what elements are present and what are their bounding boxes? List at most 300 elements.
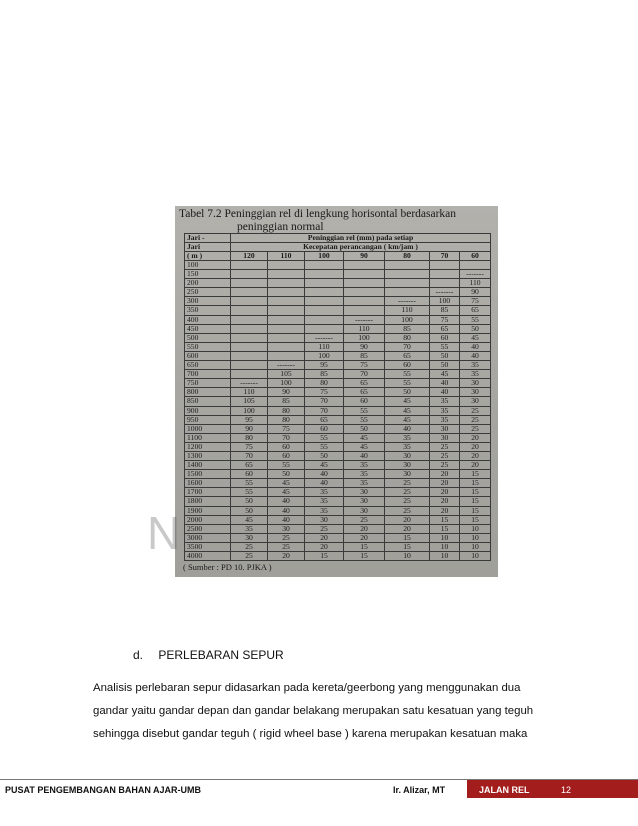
value-cell: [268, 279, 305, 288]
table-row: [185, 552, 491, 561]
value-cell: [268, 315, 305, 324]
watermark: N: [147, 507, 181, 559]
table-row: [185, 297, 491, 306]
header-speed-cell: 100: [305, 252, 344, 261]
table-row: [185, 306, 491, 315]
value-cell: 35: [430, 406, 460, 415]
value-cell: 65: [344, 388, 385, 397]
radius-cell: 1000: [185, 424, 231, 433]
value-cell: [268, 270, 305, 279]
value-cell: 60: [231, 470, 268, 479]
value-cell: [231, 351, 268, 360]
value-cell: 80: [268, 406, 305, 415]
radius-cell: 1900: [185, 506, 231, 515]
header-group-1: Peninggian rel (mm) pada setiap: [231, 234, 491, 243]
value-cell: 35: [385, 433, 430, 442]
value-cell: [268, 351, 305, 360]
value-cell: 30: [344, 497, 385, 506]
value-cell: [385, 261, 430, 270]
value-cell: 55: [305, 442, 344, 451]
value-cell: 45: [344, 442, 385, 451]
value-cell: 10: [430, 542, 460, 551]
table-row: [185, 488, 491, 497]
value-cell: 25: [460, 415, 491, 424]
value-cell: 55: [231, 479, 268, 488]
value-cell: 10: [430, 533, 460, 542]
value-cell: 40: [344, 451, 385, 460]
value-cell: 50: [231, 506, 268, 515]
table-row: [185, 461, 491, 470]
value-cell: 55: [344, 406, 385, 415]
value-cell: [268, 288, 305, 297]
value-cell: [231, 370, 268, 379]
value-cell: 45: [385, 406, 430, 415]
radius-cell: 250: [185, 288, 231, 297]
table-row: [185, 542, 491, 551]
value-cell: 55: [344, 415, 385, 424]
paragraph-line: gandar yaitu gandar depan dan gandar belakang merupakan satu kesatuan yang teguh: [93, 705, 534, 717]
value-cell: 35: [344, 479, 385, 488]
value-cell: 90: [268, 388, 305, 397]
table-row: [185, 506, 491, 515]
value-cell: [430, 270, 460, 279]
value-cell: [344, 306, 385, 315]
table-source: ( Sumber : PD 10. PJKA ): [183, 562, 272, 572]
table-row: [185, 288, 491, 297]
value-cell: 35: [305, 506, 344, 515]
radius-cell: 1800: [185, 497, 231, 506]
value-cell: [268, 306, 305, 315]
header-speed-cell: 80: [385, 252, 430, 261]
value-cell: 65: [430, 324, 460, 333]
value-cell: 20: [430, 497, 460, 506]
value-cell: 90: [344, 342, 385, 351]
value-cell: 30: [385, 470, 430, 479]
radius-cell: 450: [185, 324, 231, 333]
value-cell: 25: [385, 479, 430, 488]
value-cell: 80: [305, 379, 344, 388]
value-cell: 100: [385, 315, 430, 324]
value-cell: [305, 306, 344, 315]
value-cell: 35: [385, 442, 430, 451]
value-cell: [344, 261, 385, 270]
radius-cell: 500: [185, 333, 231, 342]
value-cell: 10: [460, 524, 491, 533]
value-cell: [305, 261, 344, 270]
value-cell: 30: [460, 388, 491, 397]
radius-cell: 1500: [185, 470, 231, 479]
value-cell: 105: [231, 397, 268, 406]
value-cell: 30: [231, 533, 268, 542]
value-cell: 55: [385, 370, 430, 379]
header-speed-cell: 90: [344, 252, 385, 261]
value-cell: 45: [430, 370, 460, 379]
radius-cell: 150: [185, 270, 231, 279]
value-cell: 25: [430, 442, 460, 451]
value-cell: [268, 342, 305, 351]
value-cell: 40: [268, 515, 305, 524]
value-cell: 15: [460, 479, 491, 488]
value-cell: [231, 270, 268, 279]
footer-page-number: 12: [561, 785, 572, 795]
value-cell: 25: [460, 424, 491, 433]
table-row: [185, 261, 491, 270]
value-cell: 90: [460, 288, 491, 297]
value-cell: 55: [268, 461, 305, 470]
value-cell: 60: [430, 333, 460, 342]
value-cell: 50: [305, 451, 344, 460]
radius-cell: 1300: [185, 451, 231, 460]
value-cell: 25: [231, 542, 268, 551]
footer-course-tag: [467, 780, 638, 798]
value-cell: [231, 279, 268, 288]
radius-cell: 1400: [185, 461, 231, 470]
value-cell: 15: [460, 470, 491, 479]
value-cell: [305, 324, 344, 333]
page-footer: [0, 780, 638, 798]
table-row: [185, 279, 491, 288]
radius-cell: 300: [185, 297, 231, 306]
value-cell: [231, 315, 268, 324]
value-cell: 105: [268, 370, 305, 379]
header-speed-cell: 70: [430, 252, 460, 261]
radius-cell: 650: [185, 361, 231, 370]
header-speed-cell: 60: [460, 252, 491, 261]
value-cell: 10: [460, 533, 491, 542]
footer-author: Ir. Alizar, MT: [393, 785, 446, 795]
value-cell: [344, 297, 385, 306]
value-cell: 40: [430, 388, 460, 397]
value-cell: 65: [344, 379, 385, 388]
table-row: [185, 470, 491, 479]
value-cell: 75: [430, 315, 460, 324]
value-cell: 30: [344, 488, 385, 497]
value-cell: 75: [344, 361, 385, 370]
value-cell: 60: [344, 397, 385, 406]
value-cell: 20: [344, 533, 385, 542]
value-cell: 50: [385, 388, 430, 397]
radius-cell: 3500: [185, 542, 231, 551]
value-cell: [268, 333, 305, 342]
table-row: [185, 351, 491, 360]
value-cell: 20: [305, 542, 344, 551]
table-row: [185, 342, 491, 351]
value-cell: [305, 297, 344, 306]
value-cell: 40: [460, 351, 491, 360]
radius-cell: 900: [185, 406, 231, 415]
paragraph-line: sehingga disebut gandar teguh ( rigid wheel base ) karena merupakan kesatuan maka: [93, 728, 528, 740]
value-cell: 110: [305, 342, 344, 351]
value-cell: [344, 288, 385, 297]
value-cell: 35: [231, 524, 268, 533]
value-cell: [344, 279, 385, 288]
table-row: [185, 479, 491, 488]
value-cell: 110: [231, 388, 268, 397]
radius-cell: 3000: [185, 533, 231, 542]
radius-cell: 700: [185, 370, 231, 379]
value-cell: 110: [385, 306, 430, 315]
value-cell: 60: [385, 361, 430, 370]
section-number: d.: [133, 648, 144, 662]
value-cell: 65: [305, 415, 344, 424]
table-row: [185, 442, 491, 451]
value-cell: -------: [430, 288, 460, 297]
value-cell: 25: [385, 506, 430, 515]
value-cell: 65: [231, 461, 268, 470]
value-cell: 35: [344, 461, 385, 470]
value-cell: 35: [305, 488, 344, 497]
value-cell: 35: [430, 415, 460, 424]
table-title-line2: peninggian normal: [237, 220, 324, 233]
value-cell: [268, 297, 305, 306]
value-cell: -------: [460, 270, 491, 279]
radius-cell: 1100: [185, 433, 231, 442]
table-row: [185, 515, 491, 524]
value-cell: 35: [305, 497, 344, 506]
value-cell: [430, 279, 460, 288]
table-row: [185, 370, 491, 379]
value-cell: 70: [385, 342, 430, 351]
value-cell: 25: [385, 497, 430, 506]
value-cell: 15: [430, 515, 460, 524]
radius-cell: 800: [185, 388, 231, 397]
value-cell: [305, 315, 344, 324]
radius-cell: 750: [185, 379, 231, 388]
value-cell: [268, 324, 305, 333]
value-cell: 30: [385, 451, 430, 460]
radius-cell: 950: [185, 415, 231, 424]
value-cell: 20: [268, 552, 305, 561]
header-radius-2: Jari: [185, 243, 231, 252]
table-row: [185, 388, 491, 397]
value-cell: 60: [305, 424, 344, 433]
table-row: [185, 315, 491, 324]
value-cell: 15: [305, 552, 344, 561]
value-cell: 20: [430, 479, 460, 488]
table-row: [185, 324, 491, 333]
value-cell: 25: [430, 461, 460, 470]
radius-cell: 100: [185, 261, 231, 270]
table-row: [185, 451, 491, 460]
table-row: [185, 333, 491, 342]
value-cell: 25: [231, 552, 268, 561]
value-cell: 50: [430, 361, 460, 370]
header-speed-cell: 120: [231, 252, 268, 261]
value-cell: 40: [268, 506, 305, 515]
radius-cell: 350: [185, 306, 231, 315]
value-cell: [385, 270, 430, 279]
value-cell: 30: [305, 515, 344, 524]
value-cell: 25: [430, 451, 460, 460]
header-radius-1: Jari -: [185, 234, 231, 243]
value-cell: 20: [460, 451, 491, 460]
value-cell: [344, 270, 385, 279]
value-cell: 100: [430, 297, 460, 306]
value-cell: 10: [460, 542, 491, 551]
value-cell: 75: [268, 424, 305, 433]
value-cell: 25: [460, 406, 491, 415]
value-cell: 20: [385, 515, 430, 524]
value-cell: 20: [344, 524, 385, 533]
table-title-line1: Tabel 7.2 Peninggian rel di lengkung horisontal berdasarkan: [179, 208, 457, 220]
table-row: [185, 397, 491, 406]
value-cell: 80: [268, 415, 305, 424]
value-cell: 55: [385, 379, 430, 388]
value-cell: 20: [460, 442, 491, 451]
value-cell: 30: [344, 506, 385, 515]
value-cell: 20: [305, 533, 344, 542]
value-cell: 30: [460, 397, 491, 406]
value-cell: 20: [385, 524, 430, 533]
radius-cell: 2000: [185, 515, 231, 524]
value-cell: [305, 279, 344, 288]
table-row: [185, 379, 491, 388]
footer-course-title: JALAN REL: [479, 785, 530, 795]
value-cell: 45: [460, 333, 491, 342]
value-cell: 65: [460, 306, 491, 315]
value-cell: 40: [268, 497, 305, 506]
table-scan-image: [147, 206, 498, 577]
value-cell: 90: [231, 424, 268, 433]
value-cell: 95: [305, 361, 344, 370]
value-cell: 85: [385, 324, 430, 333]
value-cell: 15: [430, 524, 460, 533]
value-cell: 35: [430, 397, 460, 406]
table-row: [185, 406, 491, 415]
value-cell: 85: [305, 370, 344, 379]
value-cell: 15: [460, 488, 491, 497]
value-cell: 60: [268, 442, 305, 451]
radius-cell: 600: [185, 351, 231, 360]
radius-cell: 4000: [185, 552, 231, 561]
radius-cell: 1700: [185, 488, 231, 497]
value-cell: 30: [268, 524, 305, 533]
value-cell: 45: [268, 488, 305, 497]
section-title: PERLEBARAN SEPUR: [158, 648, 284, 662]
value-cell: [385, 288, 430, 297]
value-cell: 60: [268, 451, 305, 460]
value-cell: [231, 288, 268, 297]
value-cell: 15: [385, 542, 430, 551]
value-cell: 100: [268, 379, 305, 388]
value-cell: 75: [231, 442, 268, 451]
value-cell: 85: [268, 397, 305, 406]
radius-cell: 1600: [185, 479, 231, 488]
value-cell: 25: [268, 542, 305, 551]
table-row: [185, 497, 491, 506]
table-row: [185, 433, 491, 442]
value-cell: [305, 288, 344, 297]
value-cell: 75: [460, 297, 491, 306]
footer-institution: PUSAT PENGEMBANGAN BAHAN AJAR-UMB: [5, 785, 202, 795]
value-cell: -------: [268, 361, 305, 370]
table-title: [179, 208, 497, 233]
value-cell: 80: [231, 433, 268, 442]
value-cell: 15: [344, 552, 385, 561]
table-row: [185, 415, 491, 424]
value-cell: 15: [344, 542, 385, 551]
value-cell: 10: [385, 552, 430, 561]
radius-cell: 850: [185, 397, 231, 406]
value-cell: 55: [460, 315, 491, 324]
value-cell: 100: [231, 406, 268, 415]
value-cell: 80: [385, 333, 430, 342]
value-cell: 15: [385, 533, 430, 542]
value-cell: 25: [344, 515, 385, 524]
value-cell: 45: [344, 433, 385, 442]
superelevation-table: [184, 233, 491, 561]
value-cell: [385, 279, 430, 288]
header-group-2: Kecepatan perancangan ( km/jam ): [231, 243, 491, 252]
value-cell: 40: [430, 379, 460, 388]
value-cell: 25: [385, 488, 430, 497]
value-cell: [231, 306, 268, 315]
value-cell: 50: [430, 351, 460, 360]
value-cell: 30: [430, 433, 460, 442]
value-cell: 55: [430, 342, 460, 351]
paragraph-line: Analisis perlebaran sepur didasarkan pada kereta/geerbong yang menggunakan dua: [93, 682, 521, 694]
value-cell: 35: [460, 370, 491, 379]
radius-cell: 550: [185, 342, 231, 351]
table-row: [185, 270, 491, 279]
table-row: [185, 524, 491, 533]
value-cell: 15: [460, 506, 491, 515]
value-cell: [268, 261, 305, 270]
value-cell: [231, 261, 268, 270]
header-speed-cell: 110: [268, 252, 305, 261]
value-cell: 45: [268, 479, 305, 488]
table-row: [185, 361, 491, 370]
value-cell: -------: [344, 315, 385, 324]
value-cell: 45: [385, 397, 430, 406]
value-cell: [305, 270, 344, 279]
value-cell: -------: [385, 297, 430, 306]
value-cell: 55: [305, 433, 344, 442]
value-cell: 75: [305, 388, 344, 397]
value-cell: [231, 342, 268, 351]
value-cell: 70: [231, 451, 268, 460]
table-row: [185, 424, 491, 433]
value-cell: -------: [231, 379, 268, 388]
value-cell: 40: [385, 424, 430, 433]
value-cell: 20: [460, 433, 491, 442]
value-cell: [231, 324, 268, 333]
value-cell: 20: [430, 506, 460, 515]
value-cell: 20: [430, 488, 460, 497]
value-cell: 110: [344, 324, 385, 333]
header-radius-unit: ( m ): [185, 252, 231, 261]
value-cell: 70: [305, 406, 344, 415]
radius-cell: 2500: [185, 524, 231, 533]
value-cell: 100: [305, 351, 344, 360]
value-cell: 50: [231, 497, 268, 506]
value-cell: 85: [430, 306, 460, 315]
value-cell: [430, 261, 460, 270]
value-cell: 50: [460, 324, 491, 333]
value-cell: [231, 297, 268, 306]
value-cell: 45: [231, 515, 268, 524]
value-cell: 30: [430, 424, 460, 433]
value-cell: 10: [430, 552, 460, 561]
value-cell: 15: [460, 497, 491, 506]
value-cell: 20: [460, 461, 491, 470]
table-row: [185, 533, 491, 542]
value-cell: 35: [460, 361, 491, 370]
value-cell: 100: [344, 333, 385, 342]
value-cell: 50: [344, 424, 385, 433]
value-cell: -------: [305, 333, 344, 342]
value-cell: 40: [305, 470, 344, 479]
